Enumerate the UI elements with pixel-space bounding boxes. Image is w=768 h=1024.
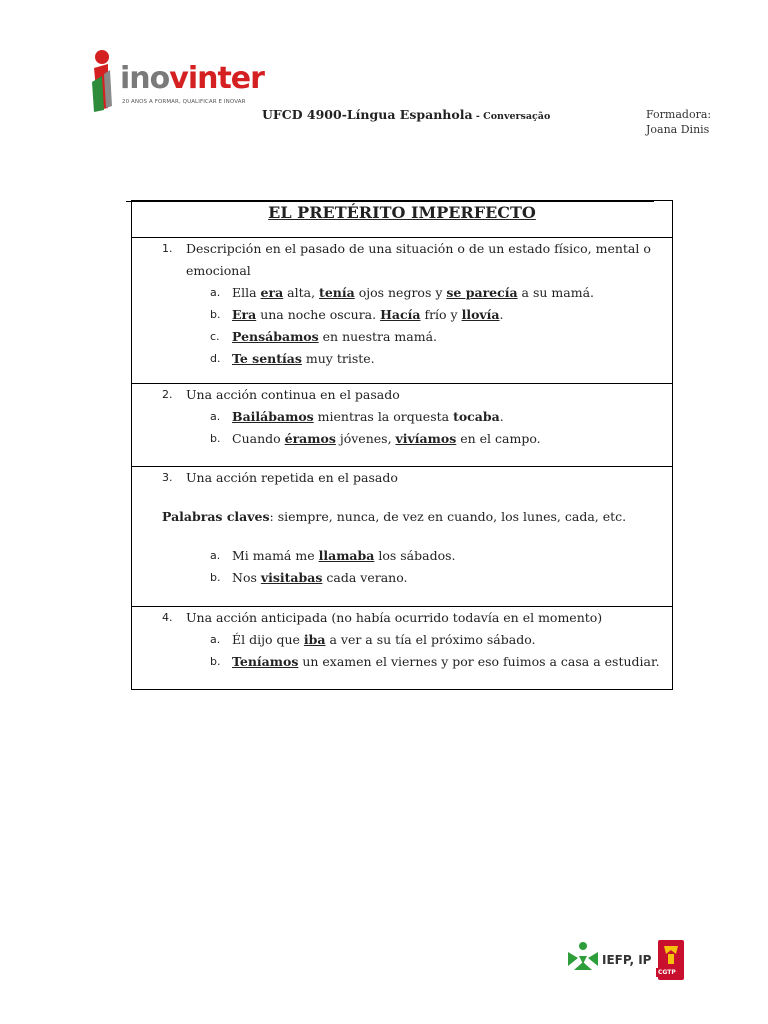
logo-wordmark: inovinter xyxy=(120,61,264,96)
keywords-line: Palabras claves: siempre, nunca, de vez en cuando, los lunes, cada, etc. xyxy=(162,509,627,524)
inovinter-logo xyxy=(88,48,264,114)
example-item: b. Nos visitabas cada verano. xyxy=(210,570,408,585)
trainer-name: Joana Dinis xyxy=(646,123,710,136)
iefp-logo xyxy=(566,938,650,978)
example-item: c. Pensábamos en nuestra mamá. xyxy=(210,329,438,344)
section-4 xyxy=(132,607,673,690)
example-item: a. Él dijo que iba a ver a su tía el próximo sábado. xyxy=(210,632,536,647)
course-title: UFCD 4900-Língua Espanhola - Conversação xyxy=(262,107,551,122)
cgtp-logo xyxy=(654,938,688,982)
example-item: a. Bailábamos mientras la orquesta tocaba. xyxy=(210,409,504,424)
page-title: EL PRETÉRITO IMPERFECTO xyxy=(268,203,536,222)
section-1 xyxy=(132,238,673,384)
example-item: d. Te sentías muy triste. xyxy=(210,351,375,366)
cgtp-label: CGTP xyxy=(658,969,676,976)
section-3 xyxy=(132,467,673,607)
iefp-figure-icon xyxy=(566,940,600,976)
trainer-info xyxy=(646,107,711,137)
section-heading: 2. Una acción continua en el pasado xyxy=(162,387,400,402)
section-heading: 3. Una acción repetida en el pasado xyxy=(162,470,398,485)
section-heading: 4. Una acción anticipada (no había ocurrido todavía en el momento) xyxy=(162,610,603,625)
example-item: b. Cuando éramos jóvenes, vivíamos en el campo. xyxy=(210,431,541,446)
trainer-label: Formadora: xyxy=(646,108,712,121)
example-item: b. Era una noche oscura. Hacía frío y llovía. xyxy=(210,307,504,322)
section-heading-cont: emocional xyxy=(186,263,251,278)
example-item: a. Ella era alta, tenía ojos negros y se parecía a su mamá. xyxy=(210,285,595,300)
logo-tagline: 20 ANOS A FORMAR, QUALIFICAR E INOVAR xyxy=(122,99,246,105)
inovinter-figure-icon xyxy=(88,48,122,114)
section-2 xyxy=(132,384,673,467)
iefp-label: IEFP, IP xyxy=(602,953,652,967)
example-item: a. Mi mamá me llamaba los sábados. xyxy=(210,548,456,563)
title-cell xyxy=(132,201,673,238)
grammar-table xyxy=(131,200,673,690)
section-heading: 1. Descripción en el pasado de una situación o de un estado físico, mental o xyxy=(162,241,651,256)
example-item: b. Teníamos un examen el viernes y por eso fuimos a casa a estudiar. xyxy=(210,654,660,669)
